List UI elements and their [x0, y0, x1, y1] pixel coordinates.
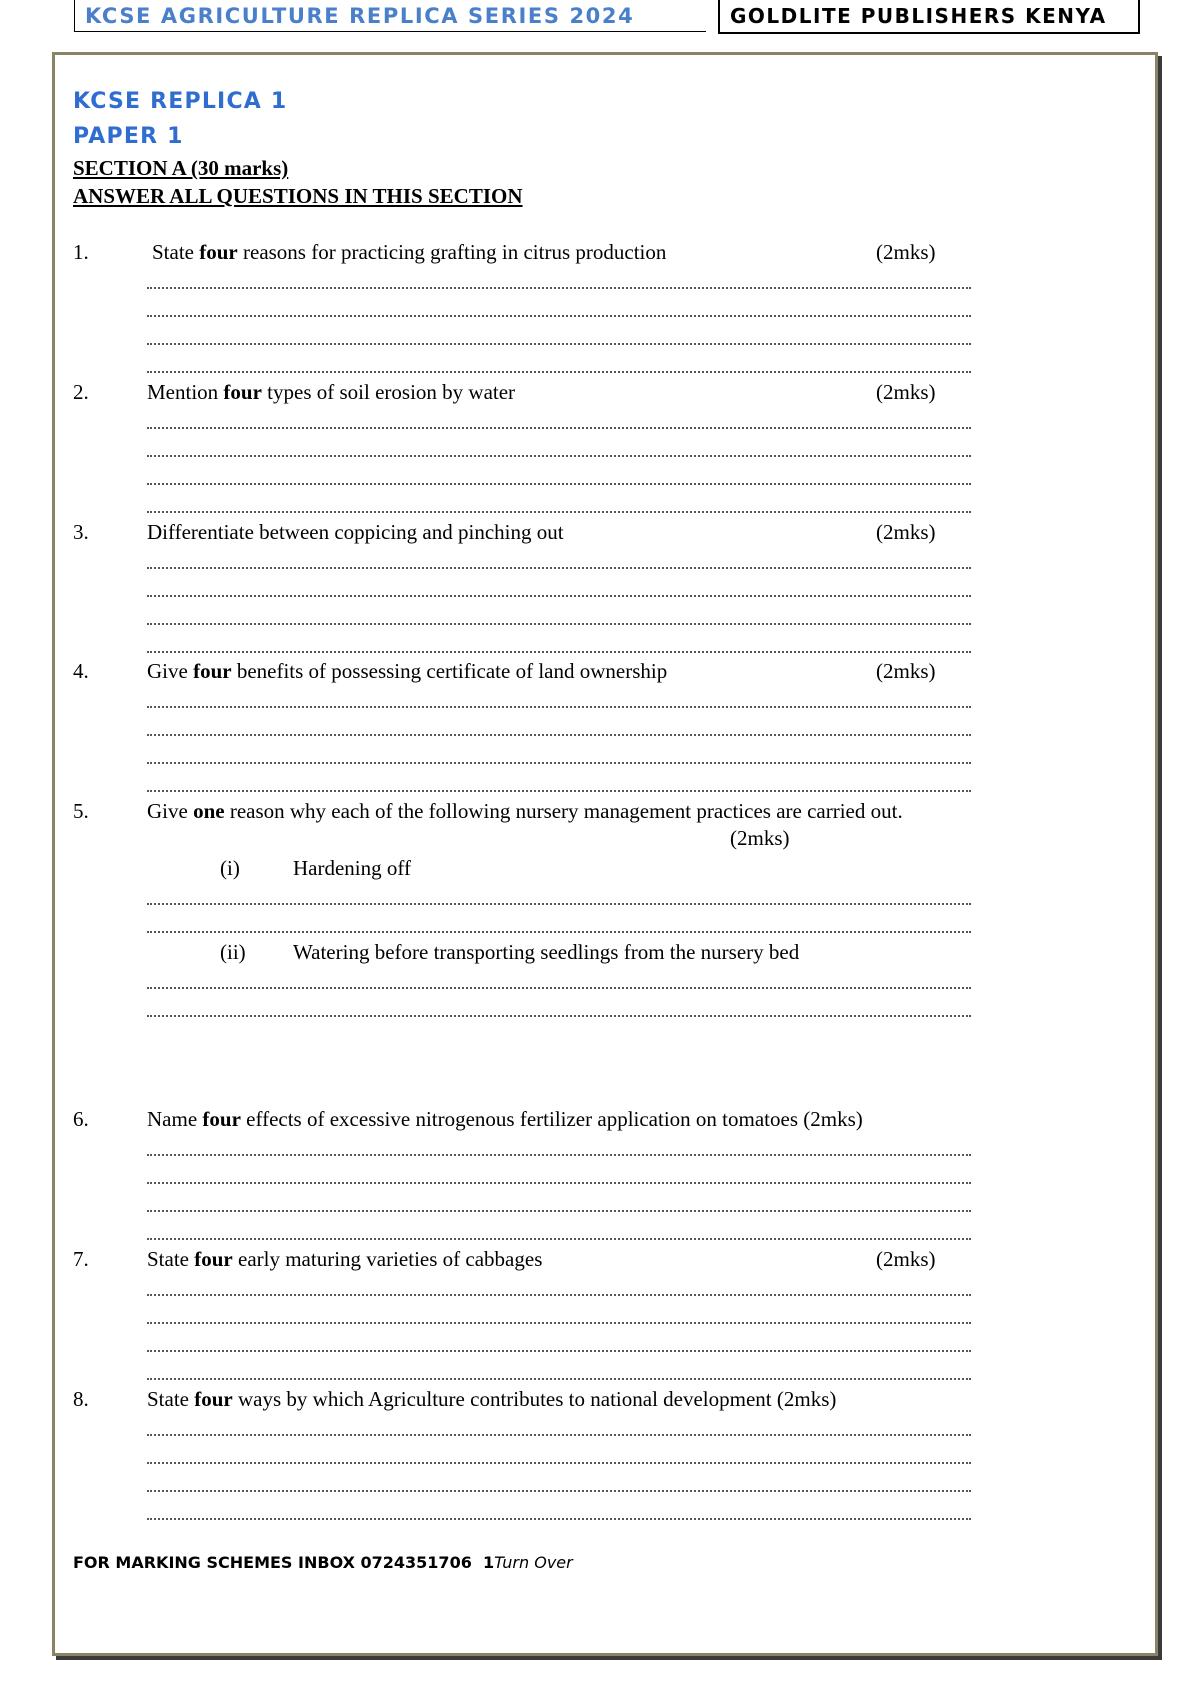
question-marks: (2mks) [876, 659, 936, 683]
answer-line [147, 311, 971, 317]
question-text: Give four benefits of possessing certificate of land ownership [147, 659, 668, 683]
question-text: Differentiate between coppicing and pinching out [147, 520, 564, 544]
footer-note: FOR MARKING SCHEMES INBOX 0724351706 1Turn Over [73, 1553, 573, 1572]
answer-line [147, 283, 971, 289]
subquestion-number: (i) [220, 856, 240, 880]
answer-line [147, 339, 971, 345]
answer-line [147, 1178, 971, 1184]
answer-line [147, 983, 971, 989]
question-marks: (2mks) [876, 240, 936, 264]
answer-line [147, 1374, 971, 1380]
question-marks: (2mks) [876, 380, 936, 404]
answer-line [147, 758, 971, 764]
answer-line [147, 563, 971, 569]
answer-line [147, 1150, 971, 1156]
question-number: 5. [73, 799, 89, 823]
question-text: Give one reason why each of the following nursery management practices are carried out. [147, 799, 903, 823]
answer-line [147, 786, 971, 792]
section-heading: SECTION A (30 marks) [73, 156, 289, 180]
answer-line [147, 479, 971, 485]
instruction-heading: ANSWER ALL QUESTIONS IN THIS SECTION [73, 184, 523, 208]
answer-line [147, 927, 971, 933]
answer-line [147, 507, 971, 513]
question-text: State four early maturing varieties of cabbages [147, 1247, 543, 1271]
answer-line [147, 591, 971, 597]
answer-line [147, 1290, 971, 1296]
answer-line [147, 1234, 971, 1240]
page-frame [52, 52, 1158, 1656]
answer-line [147, 1206, 971, 1212]
answer-line [147, 647, 971, 653]
series-header: KCSE AGRICULTURE REPLICA SERIES 2024 [74, 0, 706, 32]
question-number: 3. [73, 520, 89, 544]
question-marks: (2mks) [876, 520, 936, 544]
answer-line [147, 1011, 971, 1017]
answer-line [147, 730, 971, 736]
question-number: 7. [73, 1247, 89, 1271]
question-number: 2. [73, 380, 89, 404]
question-text: State four reasons for practicing grafting in citrus production [152, 240, 667, 264]
answer-line [147, 702, 971, 708]
answer-line [147, 1318, 971, 1324]
answer-line [147, 1514, 971, 1520]
question-marks: (2mks) [730, 826, 790, 850]
answer-line [147, 1346, 971, 1352]
subquestion-text: Watering before transporting seedlings from the nursery bed [293, 940, 800, 964]
answer-line [147, 367, 971, 373]
answer-line [147, 423, 971, 429]
publisher-header: GOLDLITE PUBLISHERS KENYA [718, 0, 1140, 34]
answer-line [147, 1486, 971, 1492]
question-number: 1. [73, 240, 89, 264]
answer-line [147, 1430, 971, 1436]
answer-line [147, 1458, 971, 1464]
question-number: 8. [73, 1387, 89, 1411]
paper-title: PAPER 1 [73, 124, 184, 149]
answer-line [147, 451, 971, 457]
subquestion-number: (ii) [220, 940, 246, 964]
answer-line [147, 619, 971, 625]
question-text: Name four effects of excessive nitrogenous fertilizer application on tomatoes (2mks) [147, 1107, 863, 1131]
subquestion-text: Hardening off [293, 856, 411, 880]
question-text: Mention four types of soil erosion by water [147, 380, 516, 404]
replica-title: KCSE REPLICA 1 [73, 89, 288, 114]
question-text: State four ways by which Agriculture contributes to national development (2mks) [147, 1387, 837, 1411]
question-number: 4. [73, 659, 89, 683]
answer-line [147, 899, 971, 905]
question-number: 6. [73, 1107, 89, 1131]
question-marks: (2mks) [876, 1247, 936, 1271]
